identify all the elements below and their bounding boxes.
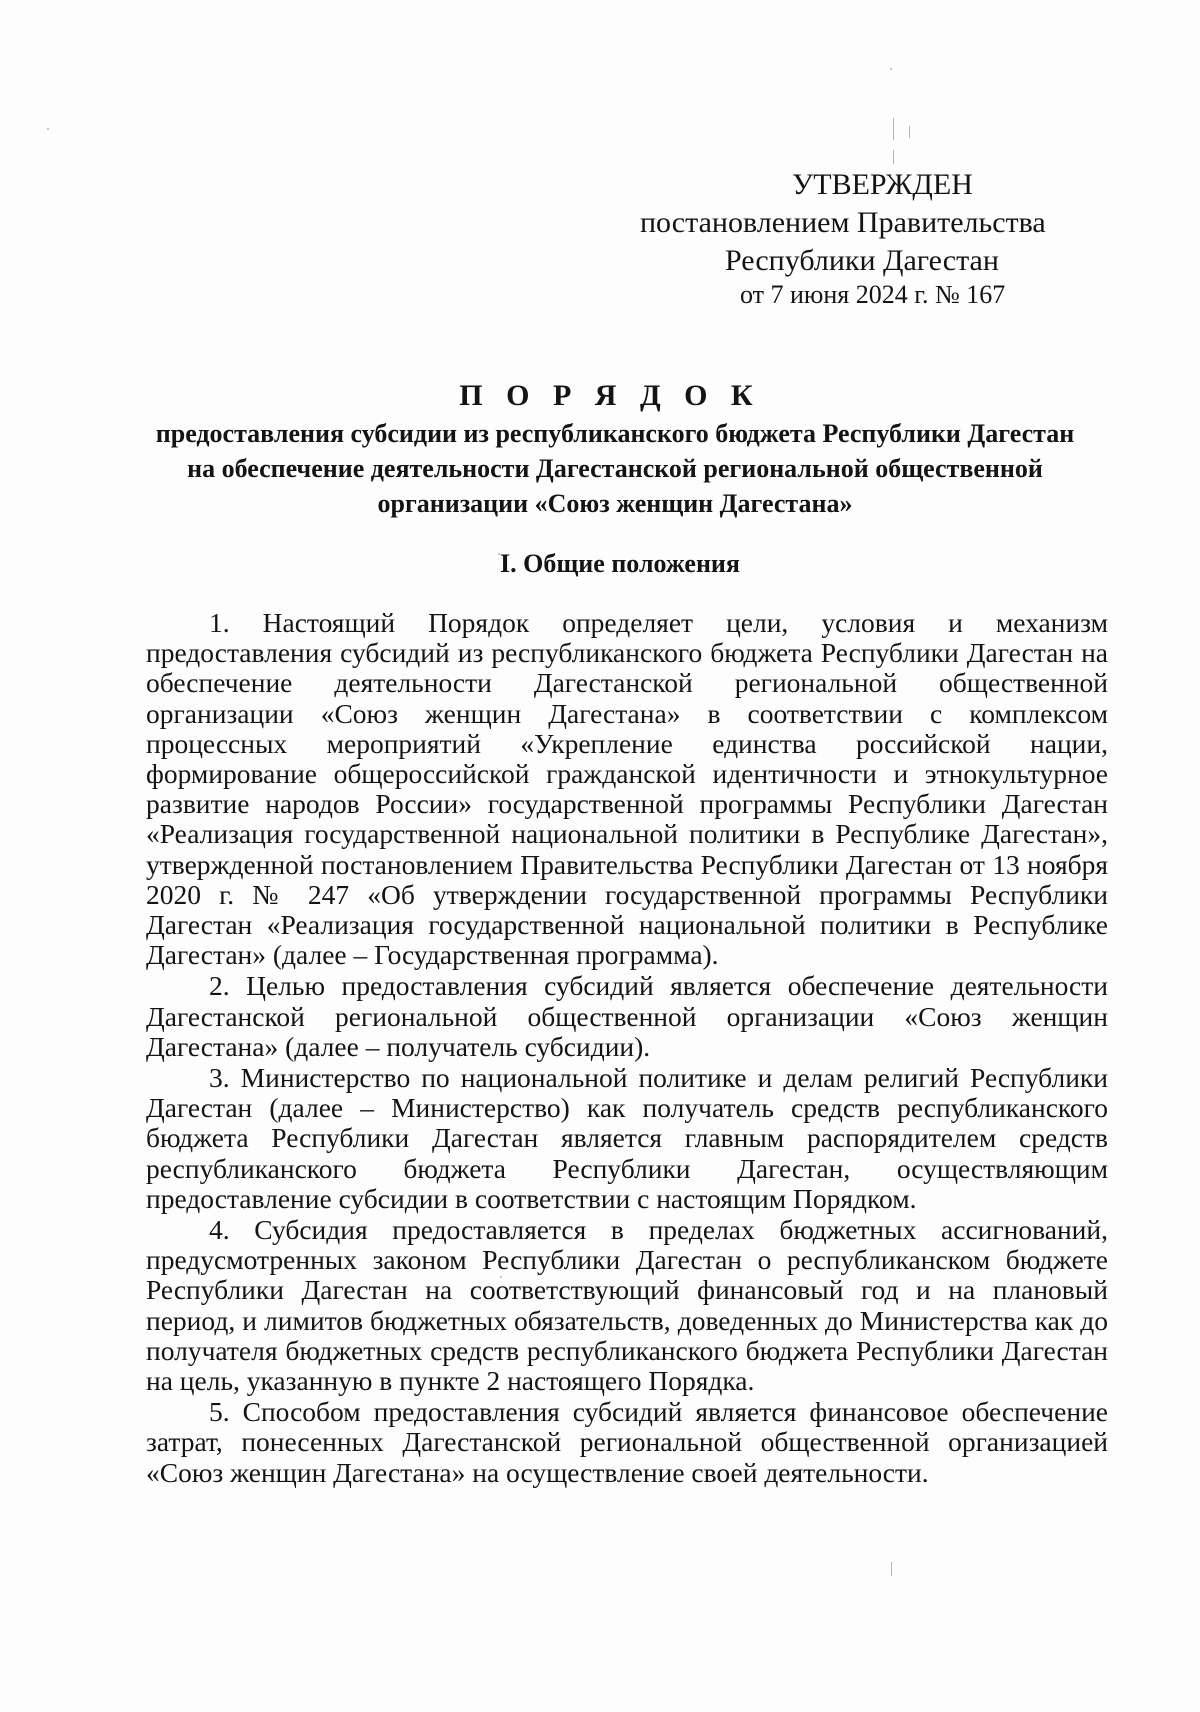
paragraph-4: 4. Субсидия предоставляется в пределах бюджетных ассигнований, предусмотренных законом Республики Дагестан о республиканском бюджете Республики Дагестан на соответствующий финансовый год и на плановый период, и лимитов бюджетных обязательств, доведенных до Министерства как до получателя бюджетных средств республиканского бюджета Республики Дагестан на цель, указанную в пункте 2 настоящего Порядка. — [146, 1214, 1108, 1397]
paragraph-5: 5. Способом предоставления субсидий является финансовое обеспечение затрат, понесенных Дагестанской региональной общественной организацией «Союз женщин Дагестана» на осуществление своей деятельности. — [146, 1396, 1108, 1488]
scan-artifact — [893, 150, 894, 164]
scan-artifact — [893, 118, 894, 140]
paragraph-1: 1. Настоящий Порядок определяет цели, условия и механизм предоставления субсидий из республиканского бюджета Республики Дагестан на обеспечение деятельности Дагестанской региональной общественной организации «Союз женщин Дагестана» в соответствии с комплексом процессных мероприятий «Укрепление единства российской нации, формирование общероссийской гражданской идентичности и этнокультурное развитие народов России» государственной программы Республики Дагестан «Реализация государственной национальной политики в Республике Дагестан», утвержденной постановлением Правительства Республики Дагестан от 13 ноября 2020 г. № 247 «Об утверждении государственной программы Республики Дагестан «Реализация государственной национальной политики в Республике Дагестан» (далее – Государственная программа). — [146, 607, 1108, 971]
scan-artifact — [891, 1562, 892, 1576]
scan-artifact — [909, 126, 910, 138]
section-body — [146, 608, 1108, 1488]
approval-issuer: постановлением Правительства — [640, 206, 1046, 239]
document-subtitle: предоставления субсидии из республиканского бюджета Республики Дагестан на обеспечение деятельности Дагестанской региональной общественной организации «Союз женщин Дагестана» — [155, 419, 1075, 518]
paragraph-2: 2. Целью предоставления субсидий является обеспечение деятельности Дагестанской региональной общественной организации «Союз женщин Дагестана» (далее – получатель субсидии). — [146, 970, 1108, 1062]
approval-region: Республики Дагестан — [725, 244, 999, 277]
scan-artifact — [890, 68, 892, 70]
approval-block — [640, 166, 1050, 310]
approval-date-number: от 7 июня 2024 г. № 167 — [740, 280, 1006, 309]
approval-title: УТВЕРЖДЕН — [792, 168, 973, 201]
section-heading: I. Общие положения — [500, 549, 740, 578]
paragraph-3: 3. Министерство по национальной политике и делам религий Республики Дагестан (далее – Министерство) как получатель средств республиканского бюджета Республики Дагестан является главным распорядителем средств республиканского бюджета Республики Дагестан, осуществляющим предоставление субсидии в соответствии с настоящим Порядком. — [146, 1062, 1108, 1214]
document-title: П О Р Я Д О К — [459, 379, 761, 412]
scan-artifact — [47, 128, 49, 130]
